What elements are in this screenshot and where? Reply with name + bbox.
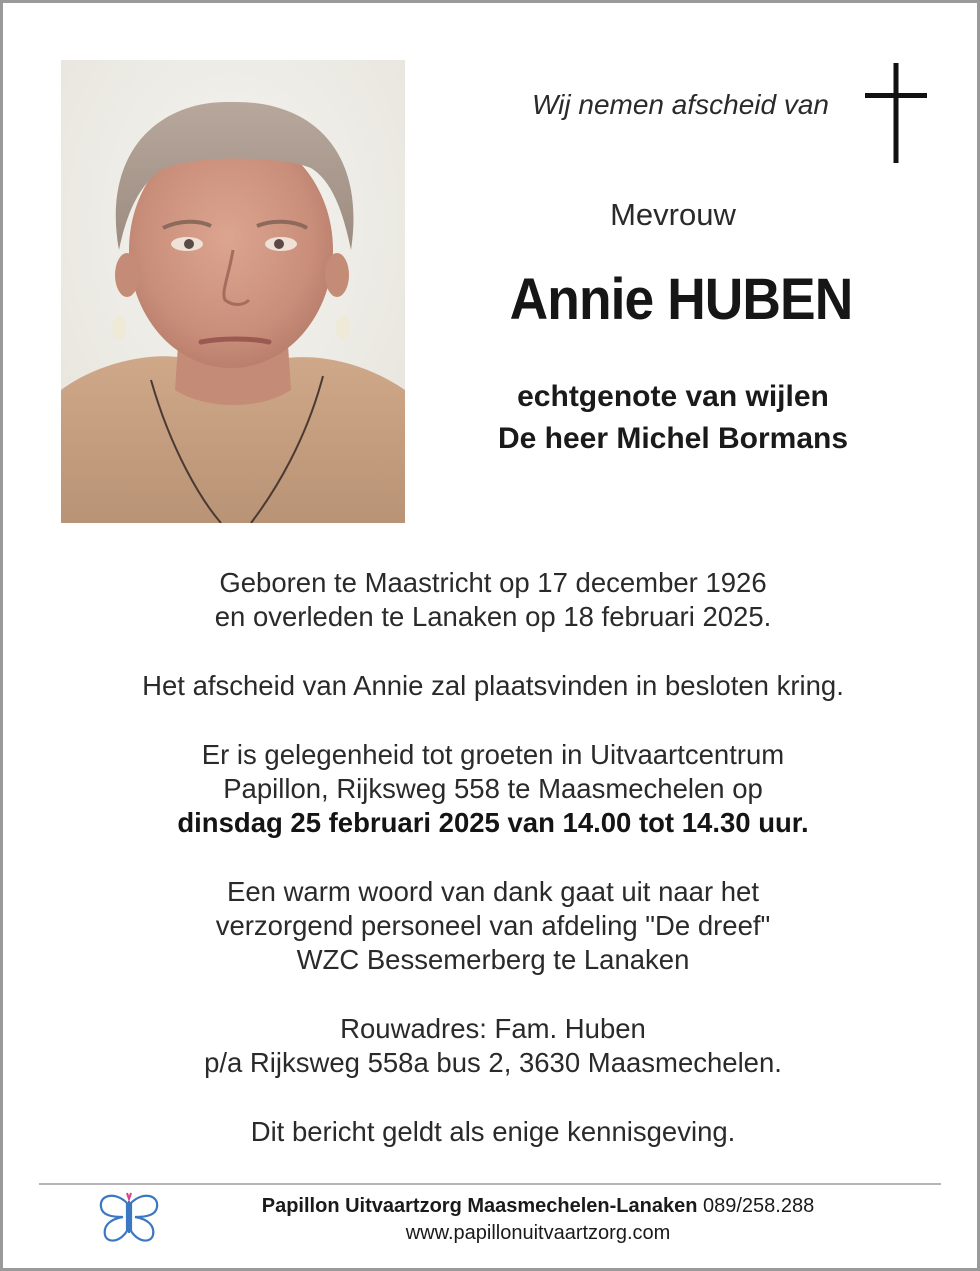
visitation-paragraph (43, 738, 943, 840)
footer-divider (39, 1183, 941, 1185)
thanks-line-1: Een warm woord van dank gaat uit naar het (227, 876, 759, 907)
visitation-line-1: Er is gelegenheid tot groeten in Uitvaartcentrum (201, 739, 785, 770)
butterfly-logo-icon (97, 1189, 161, 1245)
notice-paragraph (43, 1115, 943, 1149)
deceased-name: Annie HUBEN (509, 267, 853, 332)
birth-line: Geboren te Maastricht op 17 december 1926 (219, 567, 767, 598)
funeral-home-website[interactable]: www.papillonuitvaartzorg.com (405, 1222, 671, 1244)
visitation-line-2: Papillon, Rijksweg 558 te Maasmechelen op (223, 773, 763, 804)
portrait-photo (61, 60, 405, 523)
thanks-line-2: verzorgend personeel van afdeling "De dreef" (215, 910, 771, 941)
farewell-paragraph (43, 669, 943, 703)
intro-text: Wij nemen afscheid van (531, 89, 829, 120)
spouse-info (443, 376, 903, 460)
spouse-line-1: echtgenote van wijlen (517, 380, 829, 413)
thanks-line-3: WZC Bessemerberg te Lanaken (296, 944, 690, 975)
footer-line-1 (168, 1193, 908, 1220)
address-paragraph (43, 1012, 943, 1080)
funeral-home-phone: 089/258.288 (703, 1195, 815, 1217)
address-line-2: p/a Rijksweg 558a bus 2, 3630 Maasmechelen. (204, 1047, 782, 1078)
deceased-title: Mevrouw (610, 197, 736, 232)
notice-line: Dit bericht geldt als enige kennisgeving. (250, 1116, 736, 1147)
birth-death-paragraph (43, 566, 943, 634)
visitation-datetime: dinsdag 25 februari 2025 van 14.00 tot 14.30 uur. (177, 807, 809, 838)
death-line: en overleden te Lanaken op 18 februari 2025. (214, 601, 772, 632)
thanks-paragraph (43, 875, 943, 977)
obituary-body (43, 566, 943, 1149)
funeral-home-name: Papillon Uitvaartzorg Maasmechelen-Lanaken (261, 1195, 698, 1217)
cross-icon (865, 63, 927, 163)
address-line-1: Rouwadres: Fam. Huben (340, 1013, 646, 1044)
funeral-home-footer (168, 1193, 908, 1247)
portrait-illustration (61, 60, 405, 523)
farewell-line: Het afscheid van Annie zal plaatsvinden in besloten kring. (142, 670, 844, 701)
spouse-line-2: De heer Michel Bormans (497, 422, 849, 455)
